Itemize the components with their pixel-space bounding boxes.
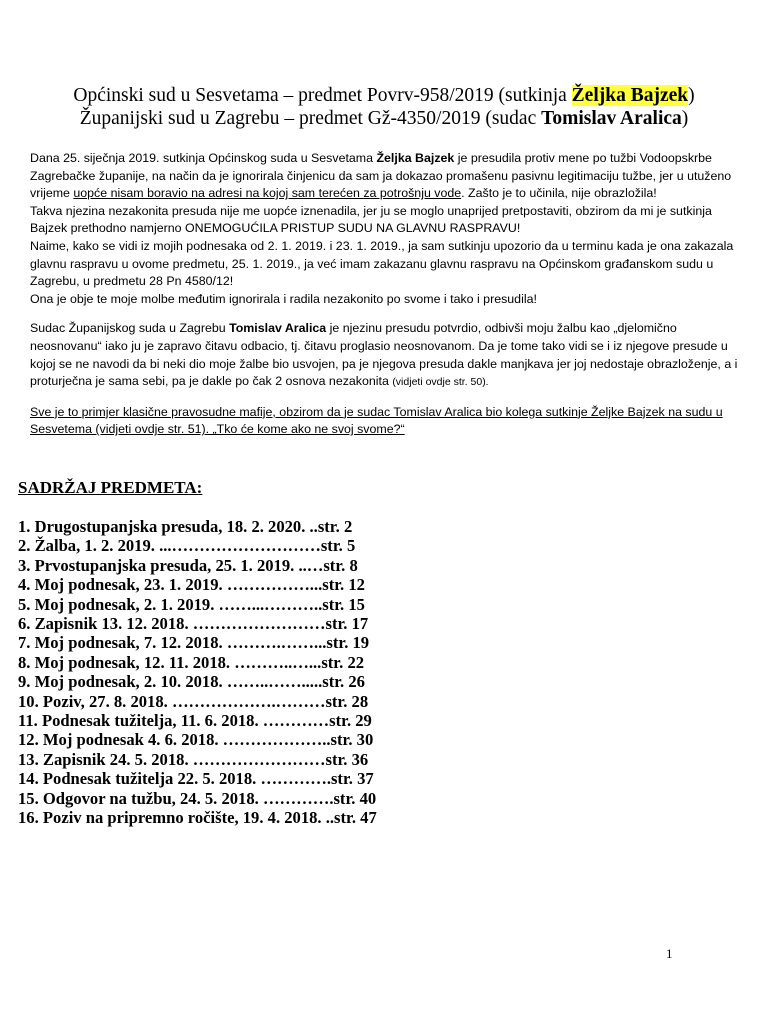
header-line-1-text: Općinski sud u Sesvetama – predmet Povrv-958/2019 (sutkinja [73,85,572,106]
judge-name-bold: Tomislav Aralica [229,321,327,336]
toc-item: 8. Moj podnesak, 12. 11. 2018. ………..…...str. 22 [18,652,365,672]
underlined-text: uopće nisam boravio na adresi na kojoj sam terećen za potrošnju vode [73,186,462,201]
toc-item: 5. Moj podnesak, 2. 1. 2019. ……...………..str. 15 [18,594,365,614]
header-line-2-text: Županijski sud u Zagrebu – predmet Gž-4350/2019 (sudac [79,108,542,129]
toc-item: 16. Poziv na pripremno ročište, 19. 4. 2018. ..str. 47 [18,808,377,828]
toc-item: 1. Drugostupanjska presuda, 18. 2. 2020. ..str. 2 [18,517,353,536]
paragraph-text: je presudila protiv mene po tužbi Vodoopskrbe Zagrebačke županije, na način da je ignorirala činjenicu da sam ja dokazao promašenu pasivnu legitimaciju tužbe, jer u utuženo vrijeme [30,151,732,201]
toc-item: 12. Moj podnesak 4. 6. 2018. ………………..str. 30 [18,730,374,750]
paragraph-3: Naime, kako se vidi iz mojih podnesaka od 2. 1. 2019. i 23. 1. 2019., ja sam sutkinju upozorio da u terminu kada je ona zakazala glavnu raspravu u ovome predmetu, 25. 1. 2019., ja već imam zakazanu glavnu raspravu na Općinskom građanskom sudu u Zagrebu, u predmetu 28 Pn 4580/12! [30,238,734,289]
toc-item: 9. Moj podnesak, 2. 10. 2018. ……..…….....str. 26 [18,672,365,692]
paragraph-4: Ona je obje te moje molbe međutim ignorirala i radila nezakonito po svome i tako i presudila! [30,291,537,306]
toc-item: 13. Zapisnik 24. 5. 2018. ……………………str. 36 [18,749,369,769]
table-of-contents [18,517,377,828]
reference-note: (vidjeti ovdje str. 50). [392,376,489,389]
judge-name: Tomislav Aralica [541,108,682,129]
toc-item: 3. Prvostupanjska presuda, 25. 1. 2019. ..…str. 8 [18,555,358,575]
toc-item: 10. Poziv, 27. 8. 2018. ……………….………str. 28 [18,691,369,711]
toc-item: 2. Žalba, 1. 2. 2019. ...………………………str. 5 [18,536,356,556]
highlighted-judge-name: Željka Bajzek [571,85,689,106]
header-line-2-close: ) [681,108,689,129]
toc-item: 11. Podnesak tužitelja, 11. 6. 2018. …………str. 29 [18,711,372,731]
paragraph-1 [30,150,742,203]
toc-item: 7. Moj podnesak, 7. 12. 2018. ……….……...str. 19 [18,633,370,653]
toc-item: 6. Zapisnik 13. 12. 2018. ……………………str. 17 [18,614,369,634]
header-line-2 [0,107,768,130]
paragraph-6: Sve je to primjer klasične pravosudne mafije, obzirom da je sudac Tomislav Aralica bio kolega sutkinje Željke Bajzek na sudu u Sesvetema (vidjeti ovdje str. 51). „Tko će kome ako ne svoj svome?“ [30,404,723,437]
paragraph-5 [30,320,742,391]
paragraph-text: je njezinu presudu potvrdio, odbivši moju žalbu kao „djelomično neosnovanu“ iako ju je zapravo čitavu odbacio, tj. čitavu proglasio neosnovanom. Da je tome tako vidi se i iz njegove presude u kojoj se ne navodi da bi neki dio moje žalbe bio usvojen, pa je njegova presuda dakle manjkava jer joj nedostaje obrazloženje, a i proturječna je sama sebi, pa je dakle po čak 2 osnova nezakonita [30,321,738,389]
document-body [30,150,742,439]
paragraph-text: Dana 25. siječnja 2019. sutkinja Općinskog suda u Sesvetama [30,151,377,165]
paragraph-text: Sudac Županijskog suda u Zagrebu [30,321,230,336]
header-line-1-close: ) [688,85,695,106]
spacer [30,392,742,404]
judge-name-bold: Željka Bajzek [376,151,455,165]
toc-title: SADRŽAJ PREDMETA: [18,478,203,497]
header-line-1 [0,84,768,107]
toc-item: 4. Moj podnesak, 23. 1. 2019. ……………...str. 12 [18,575,365,595]
toc-item: 14. Podnesak tužitelja 22. 5. 2018. ………….str. 37 [18,769,374,789]
spacer [30,308,742,320]
toc-item: 15. Odgovor na tužbu, 24. 5. 2018. ………….str. 40 [18,788,377,808]
document-header [0,84,768,130]
page-number: 1 [666,946,673,961]
paragraph-text: . Zašto je to učinila, nije obrazložila! [461,186,657,201]
paragraph-2: Takva njezina nezakonita presuda nije me uopće iznenadila, jer ju se moglo unaprijed pretpostaviti, obzirom da mi je sutkinja Bajzek prethodno namjerno ONEMOGUĆILA PRISTUP SUDU NA GLAVNU RASPRAVU! [30,203,712,236]
